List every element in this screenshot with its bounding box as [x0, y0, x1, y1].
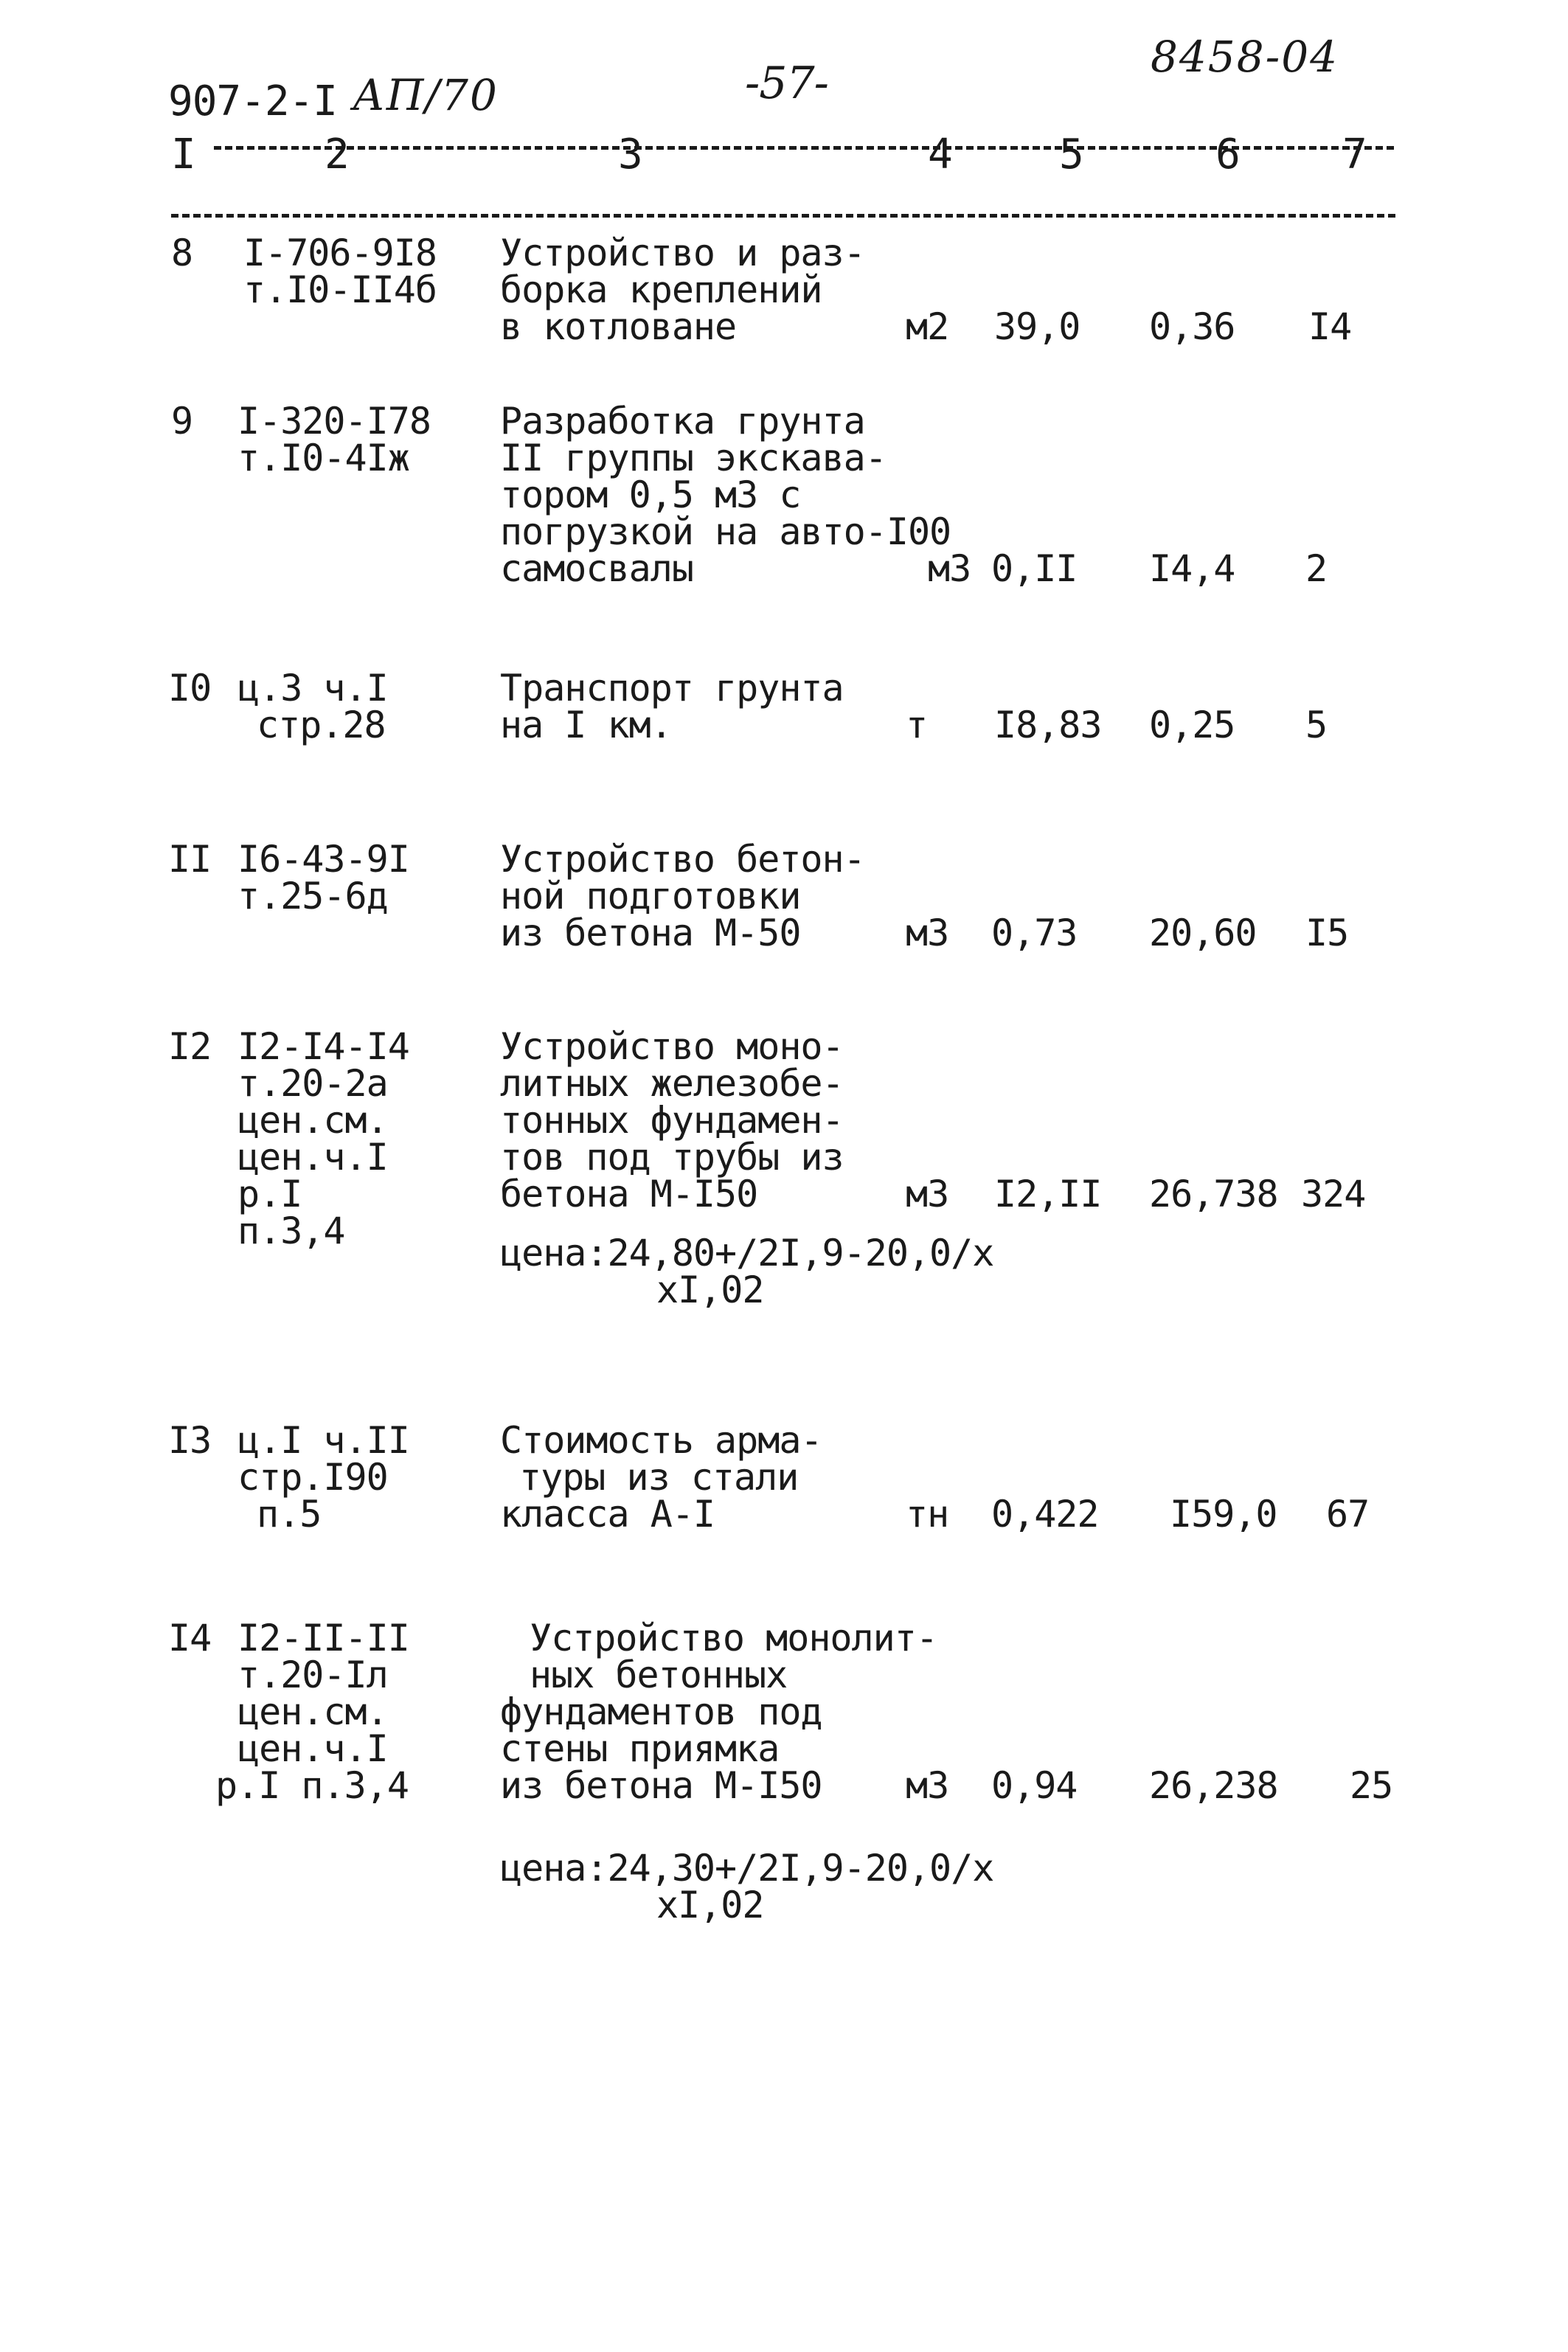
row-description-line: тором 0,5 м3 с	[500, 473, 801, 516]
row-description-line: самосвалы	[500, 547, 693, 590]
column-header-3: 3	[618, 131, 642, 178]
row-total: 25	[1350, 1764, 1393, 1807]
row-quantity: 0,II	[991, 547, 1078, 590]
row-ref-line: т.20-2а	[237, 1062, 388, 1105]
row-description-line: Устройство бетон-	[500, 838, 865, 881]
row-number: 8	[171, 232, 193, 274]
row-description-line: стены приямка	[500, 1727, 780, 1770]
row-description-line: Устройство моно-	[500, 1025, 844, 1068]
row-ref-line: р.I п.3,4	[215, 1764, 409, 1807]
price-note-line: цена:24,80+/2I,9-20,0/х	[500, 1232, 994, 1274]
row-number: I0	[168, 667, 212, 710]
row-ref-line: I6-43-9I	[237, 838, 409, 881]
row-number: I3	[168, 1419, 212, 1462]
row-description-line: из бетона М-I50	[500, 1764, 822, 1807]
row-description-line: ной подготовки	[500, 875, 801, 917]
row-description-line: литных железобе-	[500, 1062, 844, 1105]
row-description-line: в котловане	[500, 305, 737, 348]
row-unit-price: 0,36	[1149, 305, 1235, 348]
row-unit: м3	[928, 547, 971, 590]
row-ref-line: цен.ч.I	[237, 1727, 388, 1770]
row-number: 9	[171, 400, 193, 443]
row-description-line: на I км.	[500, 704, 672, 746]
row-unit: м3	[906, 1764, 949, 1807]
row-ref-line: ц.I ч.II	[237, 1419, 409, 1462]
row-description-line: Стоимость арма-	[500, 1419, 822, 1462]
row-ref-line: р.I	[237, 1173, 302, 1215]
row-number: II	[168, 838, 212, 881]
row-description-line: Устройство и раз-	[500, 232, 865, 274]
column-header-1: I	[171, 131, 195, 178]
row-unit: м3	[906, 912, 949, 954]
row-unit: м2	[906, 305, 949, 348]
row-ref-line: п.3,4	[237, 1210, 345, 1252]
row-ref-line: т.20-Iл	[237, 1654, 388, 1696]
row-ref-line: I2-II-II	[237, 1617, 409, 1659]
row-description-line: класса А-I	[500, 1493, 715, 1536]
row-quantity: I2,II	[994, 1173, 1102, 1215]
row-number: I4	[168, 1617, 212, 1659]
row-ref-line: цен.см.	[237, 1099, 388, 1142]
page-number: -57-	[745, 58, 828, 109]
row-ref-line: I-320-I78	[237, 400, 431, 443]
row-ref-line: I2-I4-I4	[237, 1025, 409, 1068]
row-unit-price: 26,738	[1149, 1173, 1278, 1215]
header-dash-top	[214, 146, 1394, 150]
row-description-line: фундаментов под	[500, 1690, 822, 1733]
row-unit: т	[906, 704, 928, 746]
row-ref-line: п.5	[257, 1493, 322, 1536]
archive-number: 8458-04	[1151, 32, 1339, 82]
row-description-line: Транспорт грунта	[500, 667, 844, 710]
row-total: 5	[1305, 704, 1328, 746]
row-quantity: 0,94	[991, 1764, 1078, 1807]
row-unit: м3	[906, 1173, 949, 1215]
doc-code: 907-2-I	[168, 77, 338, 125]
column-header-4: 4	[928, 131, 952, 178]
row-total: 324	[1301, 1173, 1366, 1215]
row-description-line: из бетона М-50	[500, 912, 801, 954]
row-number: I2	[168, 1025, 212, 1068]
row-quantity: 0,422	[991, 1493, 1099, 1536]
row-ref-line: стр.28	[257, 704, 386, 746]
row-total: I4	[1308, 305, 1352, 348]
row-description-line: тонных фундамен-	[500, 1099, 844, 1142]
row-ref-line: ц.3 ч.I	[237, 667, 388, 710]
row-description-line: II группы экскава-	[500, 437, 887, 479]
price-note-line: хI,02	[656, 1269, 764, 1311]
row-ref-line: I-706-9I8	[243, 232, 437, 274]
row-description-line: бетона М-I50	[500, 1173, 758, 1215]
row-total: 2	[1305, 547, 1328, 590]
row-ref-line: цен.см.	[237, 1690, 388, 1733]
column-header-7: 7	[1342, 131, 1367, 178]
row-unit-price: 20,60	[1149, 912, 1257, 954]
row-description-line: Устройство монолит-	[530, 1617, 937, 1659]
row-description-line: ных бетонных	[530, 1654, 788, 1696]
column-header-2: 2	[325, 131, 349, 178]
column-header-5: 5	[1059, 131, 1083, 178]
row-ref-line: стр.I90	[237, 1456, 388, 1499]
row-unit: тн	[906, 1493, 949, 1536]
row-description-line: Разработка грунта	[500, 400, 865, 443]
header-dash-bottom	[171, 214, 1395, 218]
price-note-line: цена:24,30+/2I,9-20,0/х	[500, 1847, 994, 1890]
row-description-line: тов под трубы из	[500, 1136, 844, 1179]
price-note-line: хI,02	[656, 1884, 764, 1926]
row-description-line: туры из стали	[519, 1456, 799, 1499]
row-ref-line: т.I0-4Iж	[237, 437, 409, 479]
row-unit-price: I4,4	[1149, 547, 1235, 590]
row-description-line: борка креплений	[500, 268, 822, 311]
row-quantity: I8,83	[994, 704, 1102, 746]
row-unit-price: 26,238	[1149, 1764, 1278, 1807]
row-ref-line: цен.ч.I	[237, 1136, 388, 1179]
doc-code-handwritten: АП/70	[353, 70, 499, 120]
row-ref-line: т.I0-II4б	[243, 268, 437, 311]
column-header-6: 6	[1215, 131, 1240, 178]
row-description-line: погрузкой на авто-I00	[500, 510, 951, 553]
row-total: I5	[1305, 912, 1349, 954]
row-total: 67	[1326, 1493, 1370, 1536]
row-ref-line: т.25-6д	[237, 875, 388, 917]
row-unit-price: 0,25	[1149, 704, 1235, 746]
row-quantity: 0,73	[991, 912, 1078, 954]
row-quantity: 39,0	[994, 305, 1080, 348]
row-unit-price: I59,0	[1170, 1493, 1277, 1536]
